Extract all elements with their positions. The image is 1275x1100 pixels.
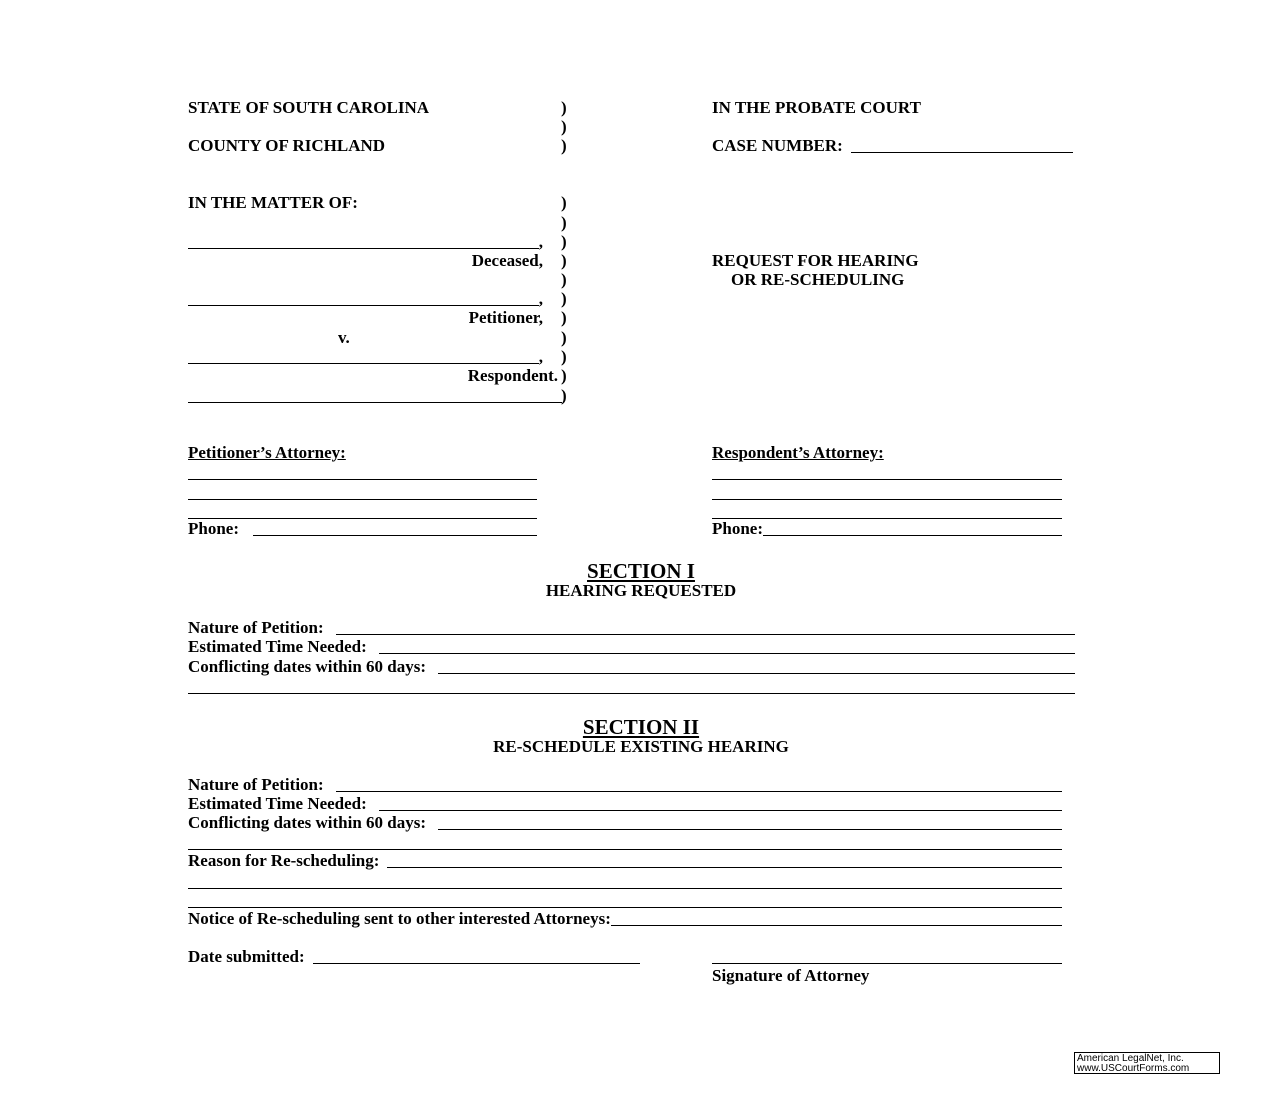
date-submitted-field[interactable]: Date submitted: (188, 947, 640, 967)
state-label: STATE OF SOUTH CAROLINA (188, 98, 430, 117)
respondent-name-field[interactable]: , (188, 347, 543, 367)
section2-heading: SECTION II (582, 715, 700, 739)
paren: ) (561, 386, 567, 405)
s2-reason-line[interactable] (188, 891, 1062, 911)
section1-heading: SECTION I (587, 559, 695, 583)
county-label: COUNTY OF RICHLAND (188, 136, 386, 155)
paren: ) (561, 213, 567, 232)
form-title-line2: OR RE-SCHEDULING (731, 270, 905, 289)
s2-nature-field[interactable]: Nature of Petition: (188, 775, 1062, 795)
petitioner-attorney-line[interactable] (188, 483, 537, 503)
publisher-badge (1074, 1052, 1220, 1074)
petitioner-label: Petitioner, (468, 308, 543, 327)
respondent-name-blank[interactable] (188, 348, 539, 364)
section1-subheading: HEARING REQUESTED (545, 581, 737, 600)
s1-nature-field[interactable]: Nature of Petition: (188, 618, 1075, 638)
caption-closing-line (188, 386, 562, 406)
matter-of-label: IN THE MATTER OF: (188, 193, 358, 212)
s1-conflicts-field[interactable]: Conflicting dates within 60 days: (188, 657, 1075, 677)
paren: ) (561, 136, 567, 155)
signature-label: Signature of Attorney (712, 966, 870, 985)
paren: ) (561, 328, 567, 347)
publisher-url: www.USCourtForms.com (1077, 1063, 1190, 1074)
deceased-name-field[interactable]: , (188, 232, 543, 252)
paren: ) (561, 289, 567, 308)
paren: ) (561, 347, 567, 366)
paren: ) (561, 366, 567, 385)
petitioner-name-field[interactable]: , (188, 289, 543, 309)
s2-conflicts-field[interactable]: Conflicting dates within 60 days: (188, 813, 1062, 833)
paren: ) (561, 117, 567, 136)
petitioner-attorney-label: Petitioner’s Attorney: (188, 443, 346, 462)
petitioner-name-blank[interactable] (188, 290, 539, 306)
petitioner-phone-field[interactable]: Phone: (188, 519, 537, 539)
s2-reason-field[interactable]: Reason for Re-scheduling: (188, 851, 1062, 871)
s2-notice-field[interactable]: Notice of Re-scheduling sent to other interested Attorneys: (188, 909, 1062, 929)
case-number-field[interactable]: CASE NUMBER: (712, 136, 1073, 156)
form-title-line1: REQUEST FOR HEARING (712, 251, 919, 270)
section2-subheading: RE-SCHEDULE EXISTING HEARING (493, 737, 789, 756)
s1-extra-line[interactable] (188, 677, 1075, 697)
s1-time-field[interactable]: Estimated Time Needed: (188, 637, 1075, 657)
respondent-attorney-label: Respondent’s Attorney: (712, 443, 884, 462)
paren: ) (561, 232, 567, 251)
versus-label: v. (338, 328, 350, 347)
case-number-blank[interactable] (851, 137, 1073, 153)
respondent-attorney-line[interactable] (712, 483, 1062, 503)
publisher-name: American LegalNet, Inc. (1077, 1053, 1184, 1064)
paren: ) (561, 308, 567, 327)
petitioner-attorney-line[interactable] (188, 463, 537, 483)
respondent-phone-field[interactable]: Phone: (712, 519, 1062, 539)
s2-extra-line[interactable] (188, 833, 1062, 853)
paren: ) (561, 270, 567, 289)
paren: ) (561, 251, 567, 270)
deceased-name-blank[interactable] (188, 233, 539, 249)
respondent-label: Respondent. (467, 366, 558, 385)
signature-line[interactable] (712, 947, 1062, 967)
paren: ) (561, 98, 567, 117)
s2-reason-line[interactable] (188, 872, 1062, 892)
court-label: IN THE PROBATE COURT (712, 98, 921, 117)
s2-time-field[interactable]: Estimated Time Needed: (188, 794, 1062, 814)
deceased-label: Deceased, (471, 251, 543, 270)
respondent-attorney-line[interactable] (712, 463, 1062, 483)
paren: ) (561, 193, 567, 212)
